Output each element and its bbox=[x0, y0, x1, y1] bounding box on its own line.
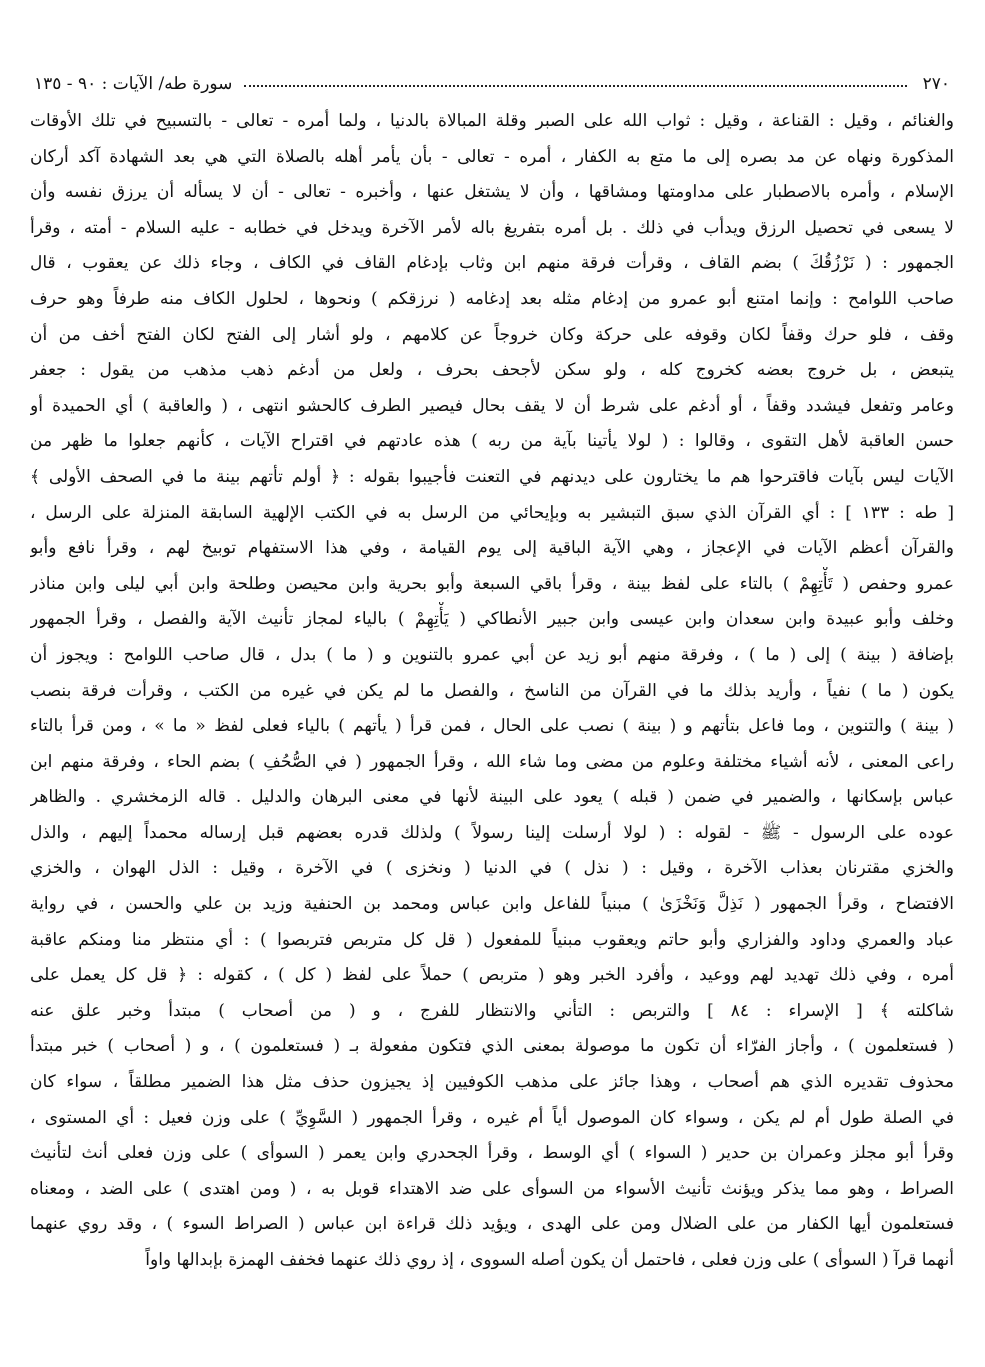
text-line: أمره ، وفي ذلك تهديد لهم ووعيد ، وأفرد الخبر وهو ( متربص ) حملاً على لفظ ( كل ) ، كقوله : ﴿ قل كل يعمل على bbox=[30, 965, 954, 986]
text-line: الآيات ليس بآيات فاقترحوا هم ما يختارون على ديدنهم في التعنت فأجيبوا بقوله : ﴿ أولم تأتهم بينة ما في الصحف الأولى ﴾ bbox=[30, 466, 954, 487]
text-line: عباد والعمري وداود والفزاري وأبو حاتم ويعقوب مبنياً للمفعول ( قل كل متربص فتربصوا ) : أي منتظر منا ومنكم عاقبة bbox=[30, 929, 954, 950]
text-line: أنهما قرآ ( السوأى ) على وزن فعلى ، فاحتمل أن يكون أصله السووى ، إذ روي ذلك عنهما فخفف الهمزة بإبدالها واواً bbox=[145, 1250, 954, 1270]
body-text bbox=[30, 104, 954, 1279]
text-line: [ طه : ١٣٣ ] : أي القرآن الذي سبق التبشير به وبإيحائي من الرسل به في الكتب الإلهية السابقة المنزلة على الرسل ، bbox=[30, 502, 954, 523]
page-header bbox=[34, 66, 950, 94]
text-line: يكون ( ما ) نفياً ، وأريد بذلك ما في القرآن من الناسخ ، والفصل ما لم يكن في غيره من الكتب ، وقرأت فرقة بنصب bbox=[30, 680, 954, 701]
text-line: يتبعض ، بل خروج بعضه كخروج كله ، ولو سكن لأجحف بحرف ، ولعل من أدغم ذهب مذهب من يقول : جعفر bbox=[30, 360, 954, 381]
text-line: والقرآن أعظم الآيات في الإعجاز ، وهي الآية الباقية إلى يوم القيامة ، وفي هذا الاستفهام توبيخ لهم ، وقرأ نافع وأبو bbox=[30, 538, 954, 559]
text-line: ( بينة ) والتنوين ، وما فاعل بتأتهم و ( بينة ) نصب على الحال ، فمن قرأ ( يأتهم ) بالياء فعلى لفظ « ما » ، ومن قرأ بالتاء bbox=[30, 716, 954, 737]
text-line: وقف ، فلو حرك وقفاً لكان وقوفه على حركة وكان خروجاً عن كلامهم ، ولو أشار إلى الفتح لكان الفتح أخف من أن bbox=[30, 324, 954, 345]
text-line: عوده على الرسول - ﷺ - لقوله : ( لولا أرسلت إلينا رسولاً ) ولذلك قدره بعضهم قبل إرساله محمداً إليهم ، والذل bbox=[30, 822, 954, 843]
text-line: عمرو وحفص ( تَأْتِهِمْ ) بالتاء على لفظ بينة ، وقرأ باقي السبعة وأبو بحرية وابن محيصن وطلحة وابن أبي ليلى وابن مناذر bbox=[30, 573, 954, 594]
text-line: في الصلة طول أم لم يكن ، وسواء كان الموصول أياً أم غيره ، وقرأ الجمهور ( السَّوِيِّ ) على وزن فعيل : أي المستوى ، bbox=[30, 1107, 954, 1128]
text-line: عباس بإسكانها ، والضمير في ضمن ( قبله ) يعود على البينة لأنها في معنى البرهان والدليل . قاله الزمخشري . والظاهر bbox=[30, 787, 954, 808]
text-line: صاحب اللوامح : وإنما امتنع أبو عمرو من إدغام مثله بعد إدغامه ( نرزقكم ) ونحوها ، لحلول الكاف منه طرفاً وهو حرف bbox=[30, 288, 954, 309]
text-line: راعى المعنى ، لأنه أشياء مختلفة وعلوم من مضى وما شاء الله ، وقرأ الجمهور ( في الصُّحُفِ ) بضم الحاء ، وفرقة منهم ابن bbox=[30, 751, 954, 772]
text-line: محذوف تقديره الذي هم أصحاب ، وهذا جائز على مذهب الكوفيين إذ يجيزون حذف مثل هذا الضمير مطلقاً ، سواء كان bbox=[30, 1072, 954, 1093]
text-line: وعامر وتفعل فيشدد وقفاً ، أو أدغم على شرط أن لا يقف بحال فيصير الطرف كالحشو انتهى ، ( والعاقبة ) أي الحميدة أو bbox=[30, 395, 954, 416]
text-line: والخزي مقترنان بعذاب الآخرة ، وقيل : ( نذل ) في الدنيا ( ونخزى ) في الآخرة ، وقيل : الذل الهوان ، والخزي bbox=[30, 858, 954, 879]
text-line: وقرأ أبو مجلز وعمران بن حدير ( السواء ) أي الوسط ، وقرأ الجحدري وابن يعمر ( السوأى ) على وزن فعلى أنث لتأنيث bbox=[30, 1143, 954, 1164]
text-line: الجمهور : ( نَرْزُقُكَ ) بضم القاف ، وقرأت فرقة منهم ابن وثاب بإدغام القاف في الكاف ، وجاء ذلك عن يعقوب ، قال bbox=[30, 253, 954, 274]
text-line: حسن العاقبة لأهل التقوى ، وقالوا : ( لولا يأتينا بآية من ربه ) هذه عادتهم في اقتراح الآيات ، كأنهم جعلوا ما ظهر من bbox=[30, 431, 954, 452]
text-line: والغنائم ، وقيل : القناعة ، وقيل : ثواب الله على الصبر وقلة المبالاة بالدنيا ، ولما أمره - تعالى - بالتسبيح في تلك الأوقات bbox=[30, 111, 954, 131]
text-line: ( فستعلمون ) ، وأجاز الفرّاء أن تكون ما موصولة بمعنى الذي فتكون مفعولة بـ ( فستعلمون ) ، و ( أصحاب ) خبر مبتدأ bbox=[30, 1036, 954, 1057]
text-line: فستعلمون أيها الكفار من على الضلال ومن على الهدى ، ويؤيد ذلك قراءة ابن عباس ( الصراط السوء ) ، وقد روي عنهما bbox=[30, 1214, 954, 1235]
text-line: وخلف وأبو عبيدة وابن سعدان وابن عيسى وابن جبير الأنطاكي ( يَأْتِهِمْ ) بالياء لمجاز تأنيث الآية والفصل ، وقرأ الجمهور bbox=[30, 609, 954, 630]
running-title: سورة طه/ الآيات : ٩٠ - ١٣٥ bbox=[34, 74, 233, 94]
text-line: المذكورة ونهاه عن مد بصره إلى ما متع به الكفار ، أمره - تعالى - بأن يأمر أهله بالصلاة التي هي بعد الشهادة آكد أركان bbox=[30, 146, 954, 167]
header-dotted-leader bbox=[244, 85, 906, 87]
page-number: ٢٧٠ bbox=[922, 74, 950, 94]
text-line: الافتضاح ، وقرأ الجمهور ( نَذِلَّ وَنَخْزَىٰ ) مبنياً للفاعل وابن عباس ومحمد بن الحنفية وزيد بن علي والحسن ، في رواية bbox=[30, 894, 954, 915]
text-line: بإضافة ( بينة ) إلى ( ما ) ، وفرقة منهم أبو زيد عن أبي عمرو بالتنوين و ( ما ) بدل ، قال صاحب اللوامح : ويجوز أن bbox=[30, 644, 954, 665]
text-line: شاكلته ﴾ [ الإسراء : ٨٤ ] والتربص : التأني والانتظار للفرج ، و ( من أصحاب ) مبتدأ وخبر علق عنه bbox=[30, 1000, 954, 1021]
text-line: الإسلام ، وأمره بالاصطبار على مداومتها ومشاقها ، وأن لا يشتغل عنها ، وأخبره - تعالى - أن لا يسأله أن يرزق نفسه وأن bbox=[30, 182, 954, 203]
text-line: الصراط ، وهو مما يذكر ويؤنث تأنيث الأسواء من السوأى على ضد الاهتداء قوبل به ، ( ومن اهتدى ) على الضد ، ومعناه bbox=[30, 1178, 954, 1199]
text-line: لا يسعى في تحصيل الرزق ويدأب في ذلك . بل أمره بتفريغ باله لأمر الآخرة ويدخل في خطابه - عليه السلام - أمته ، وقرأ bbox=[30, 217, 954, 238]
